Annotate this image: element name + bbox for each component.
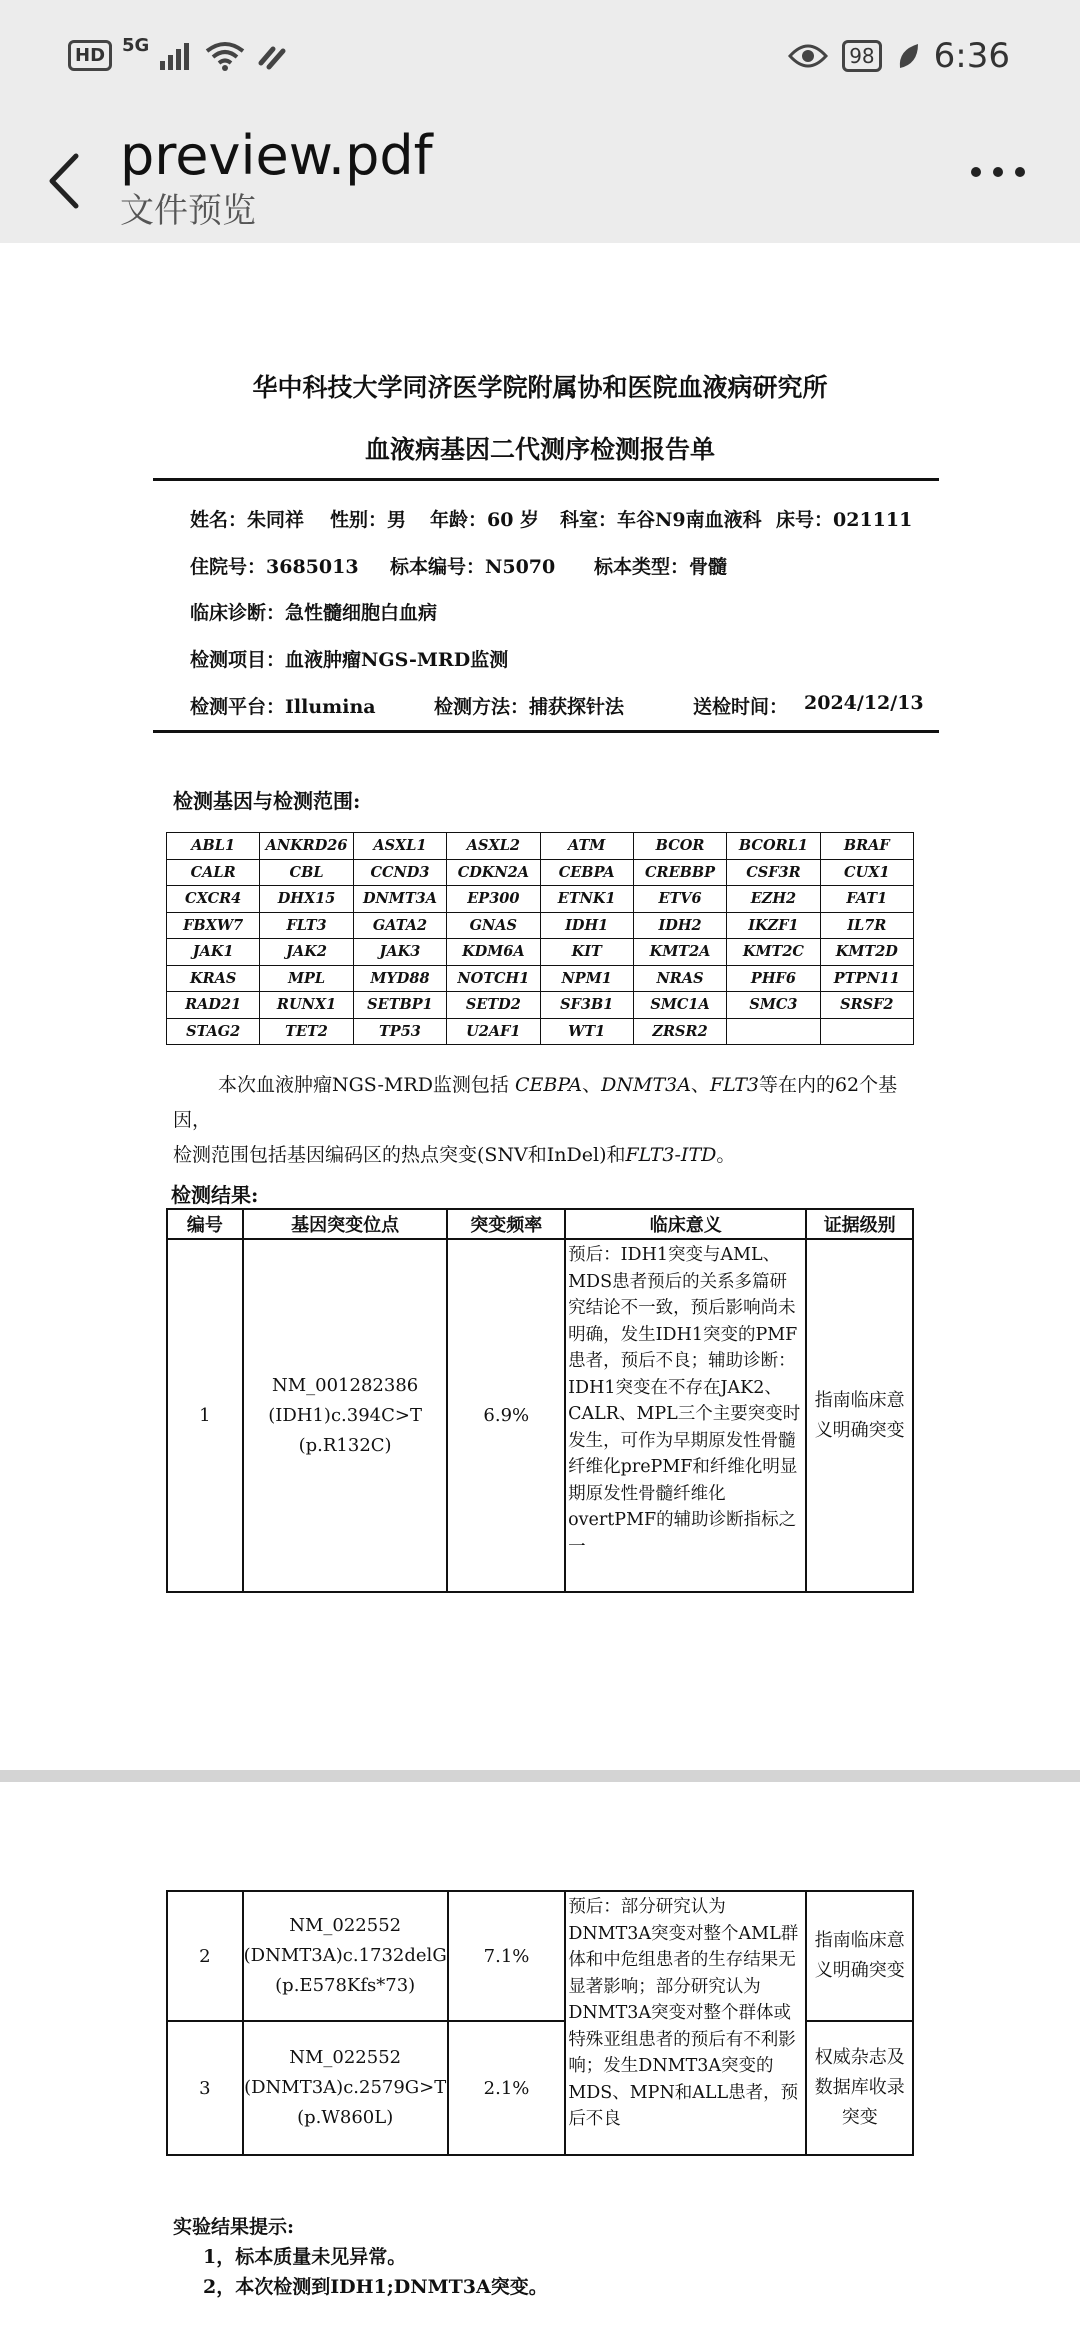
gene-cell: BCORL1	[727, 833, 820, 860]
gene-cell: GATA2	[353, 912, 446, 939]
mutation-site	[243, 1239, 448, 1592]
hd-badge: HD	[68, 40, 112, 71]
gene-row	[167, 992, 914, 1019]
gene-cell: ANKRD26	[260, 833, 353, 860]
eye-icon	[788, 42, 828, 70]
gene-cell: TP53	[353, 1018, 446, 1045]
patient-bed: 床号：021111	[776, 509, 913, 531]
gene-row	[167, 912, 914, 939]
row-number: 1	[167, 1239, 243, 1592]
gene-cell: NPM1	[540, 965, 633, 992]
mutation-frequency: 2.1%	[448, 2021, 566, 2155]
gene-cell: ASXL2	[447, 833, 540, 860]
gene-line: (p.R132C)	[298, 1434, 392, 1456]
table-row	[167, 1891, 913, 2021]
desc-line-2	[173, 1138, 913, 1173]
signal-icon	[159, 41, 195, 71]
mutation-frequency: 7.1%	[448, 1891, 566, 2021]
desc-text: 本次血液肿瘤NGS-MRD监测包括	[218, 1074, 515, 1096]
gene-cell: IDH1	[540, 912, 633, 939]
divider-info	[153, 730, 939, 733]
clinical-significance: 预后：IDH1突变与AML、MDS患者预后的关系多篇研究结论不一致，预后影响尚未明确，发生IDH1突变的PMF患者，预后不良；辅助诊断：IDH1突变在不存在JAK2、CALR、MPL三个主要突变时发生，可作为早期原发性骨髓纤维化prePMF和纤维化明显期原发性骨髓纤维化overtPMF的辅助诊断指标之一	[565, 1239, 806, 1592]
gene-cell: JAK2	[260, 939, 353, 966]
gene-cell: MPL	[260, 965, 353, 992]
gene-cell: KMT2D	[820, 939, 913, 966]
gene-cell	[727, 1018, 820, 1045]
col-header: 临床意义	[565, 1209, 806, 1239]
gene-row	[167, 833, 914, 860]
tips-heading: 实验结果提示:	[173, 2216, 295, 2238]
submit-date-label: 送检时间：	[693, 696, 789, 718]
gene-cell: CCND3	[353, 859, 446, 886]
gene-cell: ZRSR2	[633, 1018, 726, 1045]
gene-cell: KRAS	[167, 965, 260, 992]
gene-cell: FLT3	[260, 912, 353, 939]
gene-cell: JAK1	[167, 939, 260, 966]
gene-cell: SRSF2	[820, 992, 913, 1019]
status-left	[68, 35, 291, 71]
gene-cell: CDKN2A	[447, 859, 540, 886]
gene-cell: RAD21	[167, 992, 260, 1019]
desc-text: 等在内的62个基因，	[173, 1074, 898, 1131]
app-chrome	[0, 0, 1080, 243]
gene-line: (p.E578Kfs*73)	[275, 1975, 416, 1996]
file-title: preview.pdf	[120, 124, 433, 187]
gene-cell: ASXL1	[353, 833, 446, 860]
file-subtitle: 文件预览	[120, 191, 256, 231]
gene-cell: IL7R	[820, 912, 913, 939]
gene-cell: CUX1	[820, 859, 913, 886]
gene-cell: CBL	[260, 859, 353, 886]
results-heading: 检测结果:	[171, 1183, 259, 1207]
col-header: 编号	[167, 1209, 243, 1239]
test-item: 检测项目：血液肿瘤NGS-MRD监测	[190, 649, 509, 671]
hospital-name: 华中科技大学同济医学院附属协和医院血液病研究所	[252, 373, 828, 402]
gene-cell: ATM	[540, 833, 633, 860]
evidence-level: 权威杂志及数据库收录突变	[806, 2021, 913, 2155]
gene-cell: KDM6A	[447, 939, 540, 966]
gene-cell: IKZF1	[727, 912, 820, 939]
col-header: 证据级别	[806, 1209, 913, 1239]
app-bar	[0, 120, 1080, 243]
gene-cell: ETNK1	[540, 886, 633, 913]
desc-gene: FLT3-ITD	[625, 1144, 717, 1166]
hospital-number: 住院号：3685013	[190, 556, 359, 578]
test-method: 检测方法：捕获探针法	[434, 696, 625, 718]
gene-cell: JAK3	[353, 939, 446, 966]
leaf-icon	[896, 42, 920, 70]
patient-dept: 科室：车谷N9南血液科	[560, 509, 762, 531]
results-table	[166, 1208, 914, 1593]
gene-cell: BRAF	[820, 833, 913, 860]
mutation-frequency: 6.9%	[447, 1239, 565, 1592]
gene-line: (IDH1)c.394C>T	[268, 1404, 422, 1426]
patient-sex: 性别：男	[330, 509, 407, 531]
desc-gene: DNMT3A	[601, 1074, 691, 1096]
desc-text: 检测范围包括基因编码区的热点突变(SNV和InDel)和	[173, 1144, 626, 1166]
gene-cell: KMT2A	[633, 939, 726, 966]
sample-type: 标本类型：骨髓	[594, 556, 728, 578]
status-bar	[0, 0, 1080, 120]
gene-line: NM_022552	[289, 2047, 402, 2068]
gene-cell: KIT	[540, 939, 633, 966]
gene-cell: CREBBP	[633, 859, 726, 886]
gene-cell: NRAS	[633, 965, 726, 992]
gene-line: (DNMT3A)c.1732delG	[243, 1945, 447, 1966]
gene-cell: SETBP1	[353, 992, 446, 1019]
row-number: 3	[167, 2021, 243, 2155]
gene-cell	[820, 1018, 913, 1045]
gene-cell: U2AF1	[447, 1018, 540, 1045]
more-options-icon[interactable]	[968, 162, 1028, 182]
gene-line: NM_022552	[289, 1915, 402, 1936]
gene-cell: PTPN11	[820, 965, 913, 992]
table-row	[167, 1239, 913, 1592]
patient-name: 姓名：朱同祥	[190, 509, 305, 531]
gene-row	[167, 886, 914, 913]
col-header: 基因突变位点	[243, 1209, 448, 1239]
tip-item: 1，标本质量未见异常。	[203, 2246, 407, 2268]
network-type: 5G	[122, 35, 150, 56]
page-separator	[0, 1770, 1080, 1782]
gene-cell: RUNX1	[260, 992, 353, 1019]
desc-sep: 、	[582, 1074, 602, 1096]
tip-item: 2，本次检测到IDH1;DNMT3A突变。	[203, 2276, 548, 2298]
gene-cell: CEBPA	[540, 859, 633, 886]
desc-line-1	[173, 1068, 913, 1138]
gene-cell: SMC3	[727, 992, 820, 1019]
result-tips	[173, 2212, 548, 2302]
gene-cell: GNAS	[447, 912, 540, 939]
clinical-significance: 预后：部分研究认为DNMT3A突变对整个AML群体和中危组患者的生存结果无显著影响；部分研究认为DNMT3A突变对整个群体或特殊亚组患者的预后有不利影响；发生DNMT3A突变的MDS、MPN和ALL患者，预后不良	[565, 1891, 806, 2155]
genes-heading: 检测基因与检测范围:	[173, 789, 361, 813]
results-header-row	[167, 1209, 913, 1239]
pdf-page-1	[0, 243, 1080, 1770]
gene-cell: DNMT3A	[353, 886, 446, 913]
gene-cell: EP300	[447, 886, 540, 913]
gene-cell: ETV6	[633, 886, 726, 913]
gene-cell: NOTCH1	[447, 965, 540, 992]
report-title: 血液病基因二代测序检测报告单	[364, 435, 715, 464]
gene-cell: SETD2	[447, 992, 540, 1019]
sample-number: 标本编号：N5070	[390, 556, 556, 578]
back-arrow-icon[interactable]	[40, 146, 90, 216]
wifi-icon	[205, 41, 245, 71]
gene-cell: FBXW7	[167, 912, 260, 939]
desc-sep: 、	[690, 1074, 710, 1096]
gene-cell: MYD88	[353, 965, 446, 992]
battery-indicator: 98	[842, 40, 881, 72]
desc-gene: FLT3	[709, 1074, 759, 1096]
evidence-level: 指南临床意义明确突变	[806, 1239, 913, 1592]
mutation-site	[243, 1891, 448, 2021]
desc-gene: CEBPA	[514, 1074, 583, 1096]
gene-row	[167, 965, 914, 992]
description	[173, 1068, 913, 1173]
results-table-continued	[166, 1890, 914, 2156]
gene-line: (p.W860L)	[297, 2107, 394, 2128]
title-block	[120, 124, 433, 234]
gene-cell: SMC1A	[633, 992, 726, 1019]
divider-top	[153, 478, 939, 481]
gene-line: NM_001282386	[271, 1374, 419, 1396]
gene-cell: WT1	[540, 1018, 633, 1045]
clinical-diagnosis: 临床诊断：急性髓细胞白血病	[190, 602, 438, 624]
link-icon	[255, 41, 291, 71]
gene-cell: CALR	[167, 859, 260, 886]
test-platform: 检测平台：Illumina	[190, 696, 376, 718]
row-number: 2	[167, 1891, 243, 2021]
gene-cell: TET2	[260, 1018, 353, 1045]
desc-text: 。	[716, 1144, 736, 1166]
submit-date: 2024/12/13	[804, 692, 924, 714]
mutation-site	[243, 2021, 448, 2155]
gene-cell: BCOR	[633, 833, 726, 860]
gene-cell: CSF3R	[727, 859, 820, 886]
gene-table	[166, 832, 914, 1045]
gene-row	[167, 939, 914, 966]
clock: 6:36	[933, 36, 1010, 76]
status-right	[788, 36, 1010, 76]
gene-line: (DNMT3A)c.2579G>T	[244, 2077, 447, 2098]
gene-cell: IDH2	[633, 912, 726, 939]
evidence-level: 指南临床意义明确突变	[806, 1891, 913, 2021]
gene-cell: PHF6	[727, 965, 820, 992]
gene-cell: DHX15	[260, 886, 353, 913]
gene-cell: ABL1	[167, 833, 260, 860]
gene-cell: KMT2C	[727, 939, 820, 966]
gene-cell: FAT1	[820, 886, 913, 913]
gene-cell: CXCR4	[167, 886, 260, 913]
gene-cell: SF3B1	[540, 992, 633, 1019]
col-header: 突变频率	[447, 1209, 565, 1239]
patient-age: 年龄：60 岁	[430, 509, 540, 531]
gene-cell: STAG2	[167, 1018, 260, 1045]
pdf-page-2	[0, 1782, 1080, 2340]
gene-row	[167, 1018, 914, 1045]
gene-row	[167, 859, 914, 886]
gene-cell: EZH2	[727, 886, 820, 913]
